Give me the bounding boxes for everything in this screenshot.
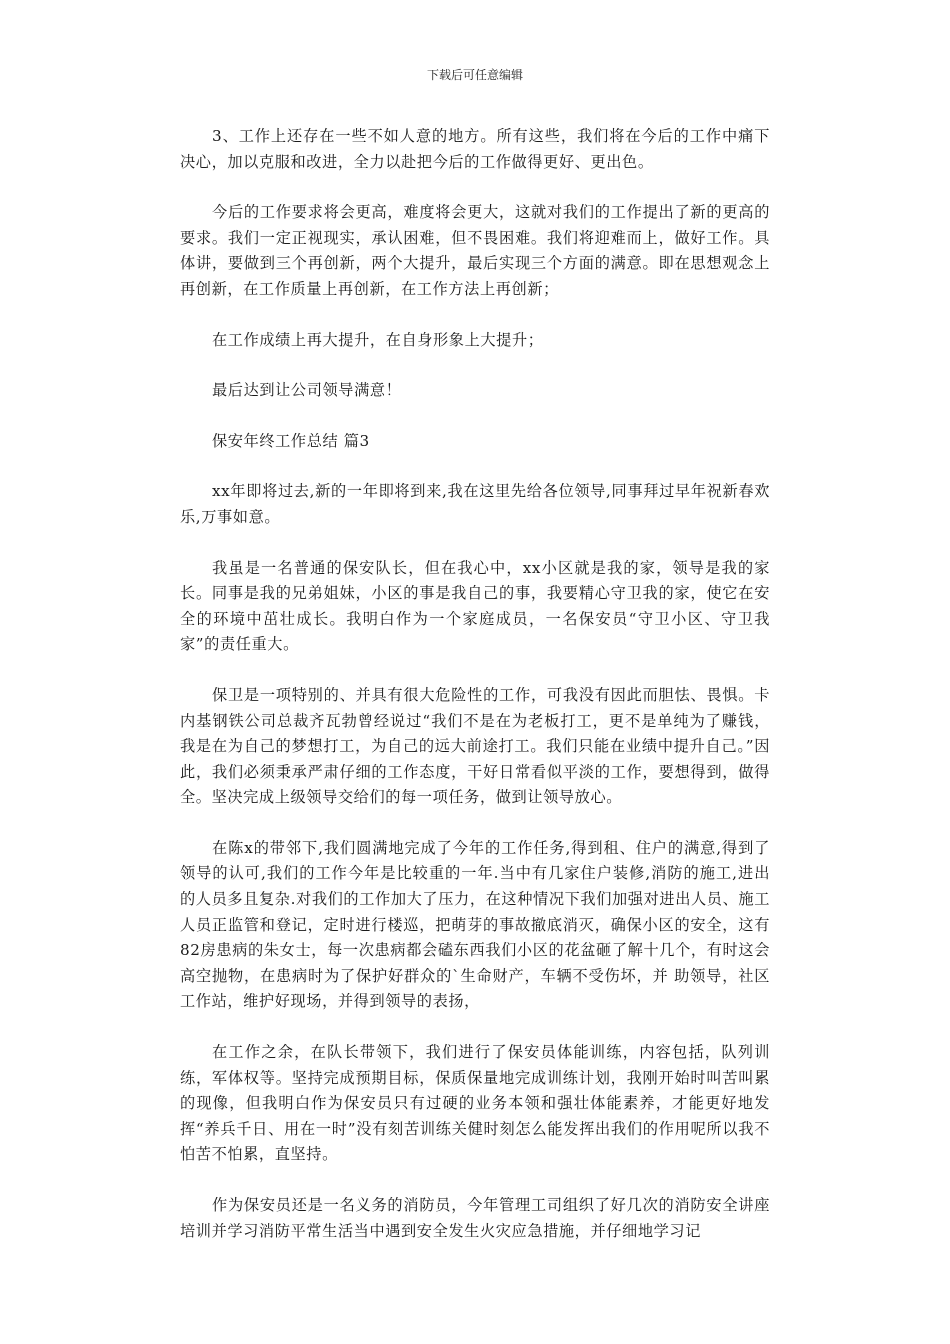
paragraph-4: 最后达到让公司领导满意！	[212, 381, 402, 400]
document-body	[180, 124, 770, 1269]
paragraph-7: 保卫是一项特别的、并具有很大危险性的工作，可我没有因此而胆怯、畏惧。卡内基钢铁公司总裁齐瓦勃曾经说过“我们不是在为老板打工，更不是单纯为了赚钱，我是在为自己的梦想打工，为自己的远大前途打工。我们只能在业绩中提升自己。”因此，我们必须秉承严肃仔细的工作态度，干好日常看似平淡的工作，要想得到，做得全。坚决完成上级领导交给们的每一项任务，做到让领导放心。	[180, 685, 770, 807]
paragraph-5: xx年即将过去,新的一年即将到来,我在这里先给各位领导,同事拜过早年祝新春欢乐,万事如意。	[180, 482, 770, 526]
page-header: 下载后可任意编辑	[426, 68, 523, 82]
paragraph-1: 3、工作上还存在一些不如人意的地方。所有这些，我们将在今后的工作中痛下决心，加以克服和改进，全力以赴把今后的工作做得更好、更出色。	[180, 127, 770, 171]
section-heading: 保安年终工作总结 篇3	[212, 431, 370, 450]
paragraph-9: 在工作之余，在队长带领下，我们进行了保安员体能训练，内容包括，队列训练，军体权等。坚持完成预期目标，保质保量地完成训练计划，我刚开始时叫苦叫累的现像，但我明白作为保安员只有过硬的业务本领和强壮体能素养，才能更好地发挥“养兵千日、用在一时”没有刻苦训练关健时刻怎么能发挥出我们的作用呢所以我不怕苦不怕累，直坚持。	[180, 1043, 770, 1164]
paragraph-6: 我虽是一名普通的保安队长，但在我心中，xx小区就是我的家，领导是我的家长。同事是我的兄弟姐妹，小区的事是我自己的事，我要精心守卫我的家，使它在安全的环境中茁壮成长。我明白作为一个家庭成员，一名保安员“守卫小区、守卫我家”的责任重大。	[180, 558, 770, 654]
paragraph-8: 在陈x的带邻下,我们圆满地完成了今年的工作任务,得到租、住户的满意,得到了领导的认可,我们的工作今年是比较重的一年.当中有几家住户装修,消防的施工,进出的人员多且复杂.对我们的工作加大了压力，在这种情况下我们加强对进出人员、施工人员正监管和登记，定时进行楼巡，把萌芽的事故撤底消灭，确保小区的安全，这有82房患病的朱女士，每一次患病都会磕东西我们小区的花盆砸了解十几个，有时这会高空抛物，在患病时为了保护好群众的`生命财产，车辆不受伤坏，并 助领导，社区工作站，维护好现场，并得到领导的表扬，	[180, 838, 770, 1011]
paragraph-3: 在工作成绩上再大提升，在自身形象上大提升；	[212, 330, 544, 349]
paragraph-2: 今后的工作要求将会更高，难度将会更大，这就对我们的工作提出了新的更高的要求。我们一定正视现实，承认困难，但不畏困难。我们将迎难而上，做好工作。具体讲，要做到三个再创新，两个大提升，最后实现三个方面的满意。即在思想观念上再创新，在工作质量上再创新，在工作方法上再创新；	[180, 203, 770, 298]
paragraph-10: 作为保安员还是一名义务的消防员，今年管理工司组织了好几次的消防安全讲座培训并学习消防平常生活当中遇到安全发生火灾应急措施，并仔细地学习记	[180, 1196, 770, 1240]
